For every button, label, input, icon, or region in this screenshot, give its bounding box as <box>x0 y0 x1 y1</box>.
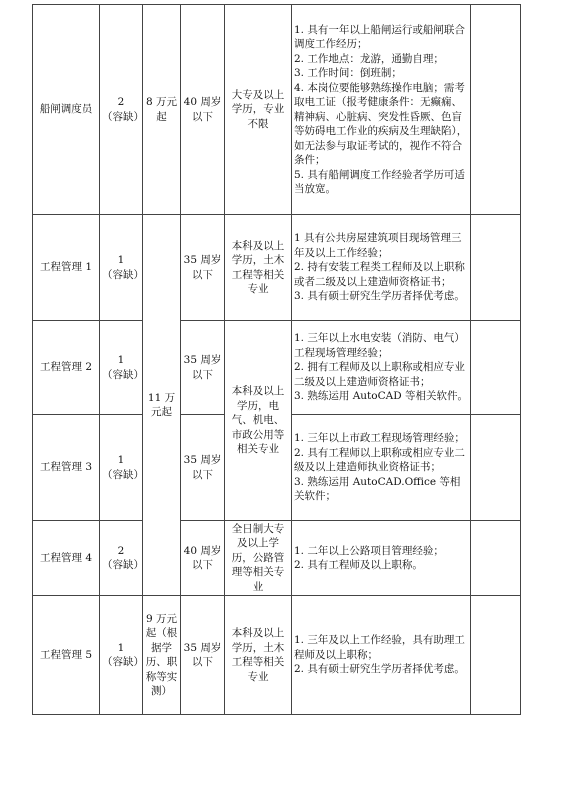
salary-cell-shared: 11 万元起 <box>143 215 181 596</box>
table-row <box>33 321 521 415</box>
requirement-line: 5. 具有船闸调度工作经验者学历可适当放宽。 <box>294 168 465 195</box>
requirement-line: 1 具有公共房屋建筑项目现场管理三年及以上工作经验； <box>294 232 462 259</box>
note-cell <box>471 521 521 596</box>
position-cell: 工程管理 4 <box>33 521 100 596</box>
note-cell <box>471 596 521 715</box>
age-cell: 40 周岁以下 <box>181 521 225 596</box>
requirement-line: 2. 持有安装工程类工程师及以上职称或者二级及以上建造师资格证书； <box>294 261 465 288</box>
position-cell: 工程管理 5 <box>33 596 100 715</box>
table-row <box>33 5 521 215</box>
requirement-line: 1. 三年以上市政工程现场管理经验； <box>294 432 465 445</box>
requirement-line: 2. 拥有工程师及以上职称或相应专业二级及以上建造师资格证书； <box>294 361 465 388</box>
requirements-cell <box>292 5 471 215</box>
note-cell <box>471 215 521 321</box>
count-cell: 1 （容缺） <box>100 415 143 521</box>
requirements-cell <box>292 215 471 321</box>
age-cell: 35 周岁以下 <box>181 215 225 321</box>
requirement-line: 2. 具有硕士研究生学历者择优考虑。 <box>294 663 465 676</box>
count-cell: 2 （容缺） <box>100 521 143 596</box>
requirement-line: 1. 三年以上水电安装（消防、电气）工程现场管理经验； <box>294 332 465 359</box>
education-cell: 本科及以上学历，土木工程等相关专业 <box>225 215 292 321</box>
position-cell: 工程管理 2 <box>33 321 100 415</box>
requirement-line: 1. 三年及以上工作经验，具有助理工程师及以上职称； <box>294 634 465 661</box>
note-cell <box>471 5 521 215</box>
requirements-cell <box>292 415 471 521</box>
salary-cell: 9 万元起（根据学历、职称等实测） <box>143 596 181 715</box>
position-cell: 工程管理 3 <box>33 415 100 521</box>
age-cell: 35 周岁以下 <box>181 596 225 715</box>
requirements-cell <box>292 596 471 715</box>
note-cell <box>471 321 521 415</box>
table-row <box>33 521 521 596</box>
count-cell: 2 （容缺） <box>100 5 143 215</box>
education-cell: 本科及以上学历，土木工程等相关专业 <box>225 596 292 715</box>
position-cell: 工程管理 1 <box>33 215 100 321</box>
requirement-line: 3. 工作时间：倒班制； <box>294 67 402 79</box>
requirement-line: 3. 熟练运用 AutoCAD.Office 等相关软件； <box>294 475 461 503</box>
requirement-line: 2. 具有工程师及以上职称。 <box>294 559 423 571</box>
note-cell <box>471 415 521 521</box>
count-cell: 1 （容缺） <box>100 215 143 321</box>
requirement-line: 3. 熟练运用 AutoCAD 等相关软件。 <box>294 390 468 403</box>
table-row <box>33 596 521 715</box>
requirement-line: 3. 具有硕士研究生学历者择优考虑。 <box>294 290 465 303</box>
requirements-cell <box>292 321 471 415</box>
table-row <box>33 215 521 321</box>
education-cell-shared: 本科及以上学历，电气、机电、市政公用等相关专业 <box>225 321 292 521</box>
requirement-line: 2. 工作地点：龙游，通勤自理； <box>294 52 444 65</box>
education-cell: 全日制大专及以上学历，公路管理等相关专业 <box>225 521 292 596</box>
requirement-line: 1. 二年以上公路项目管理经验； <box>294 544 444 557</box>
requirements-cell <box>292 521 471 596</box>
age-cell: 35 周岁以下 <box>181 321 225 415</box>
count-cell: 1 （容缺） <box>100 596 143 715</box>
salary-cell: 8 万元起 <box>143 5 181 215</box>
requirement-line: 4. 本岗位要能够熟练操作电脑；需考取电工证（报考健康条件：无癫痫、精神病、心脏病、突发性昏厥、色盲等妨碍电工作业的疾病及生理缺陷），如无法参与取证考试的，视作不符合条件； <box>294 81 468 166</box>
position-cell: 船闸调度员 <box>33 5 100 215</box>
age-cell: 35 周岁以下 <box>181 415 225 521</box>
job-table <box>32 4 521 715</box>
requirement-line: 2. 具有工程师以上职称或相应专业二级及以上建造师执业资格证书； <box>294 446 465 474</box>
age-cell: 40 周岁以下 <box>181 5 225 215</box>
requirement-line: 1. 具有一年以上船闸运行或船闸联合调度工作经历； <box>294 23 465 50</box>
education-cell: 大专及以上学历，专业不限 <box>225 5 292 215</box>
count-cell: 1 （容缺） <box>100 321 143 415</box>
